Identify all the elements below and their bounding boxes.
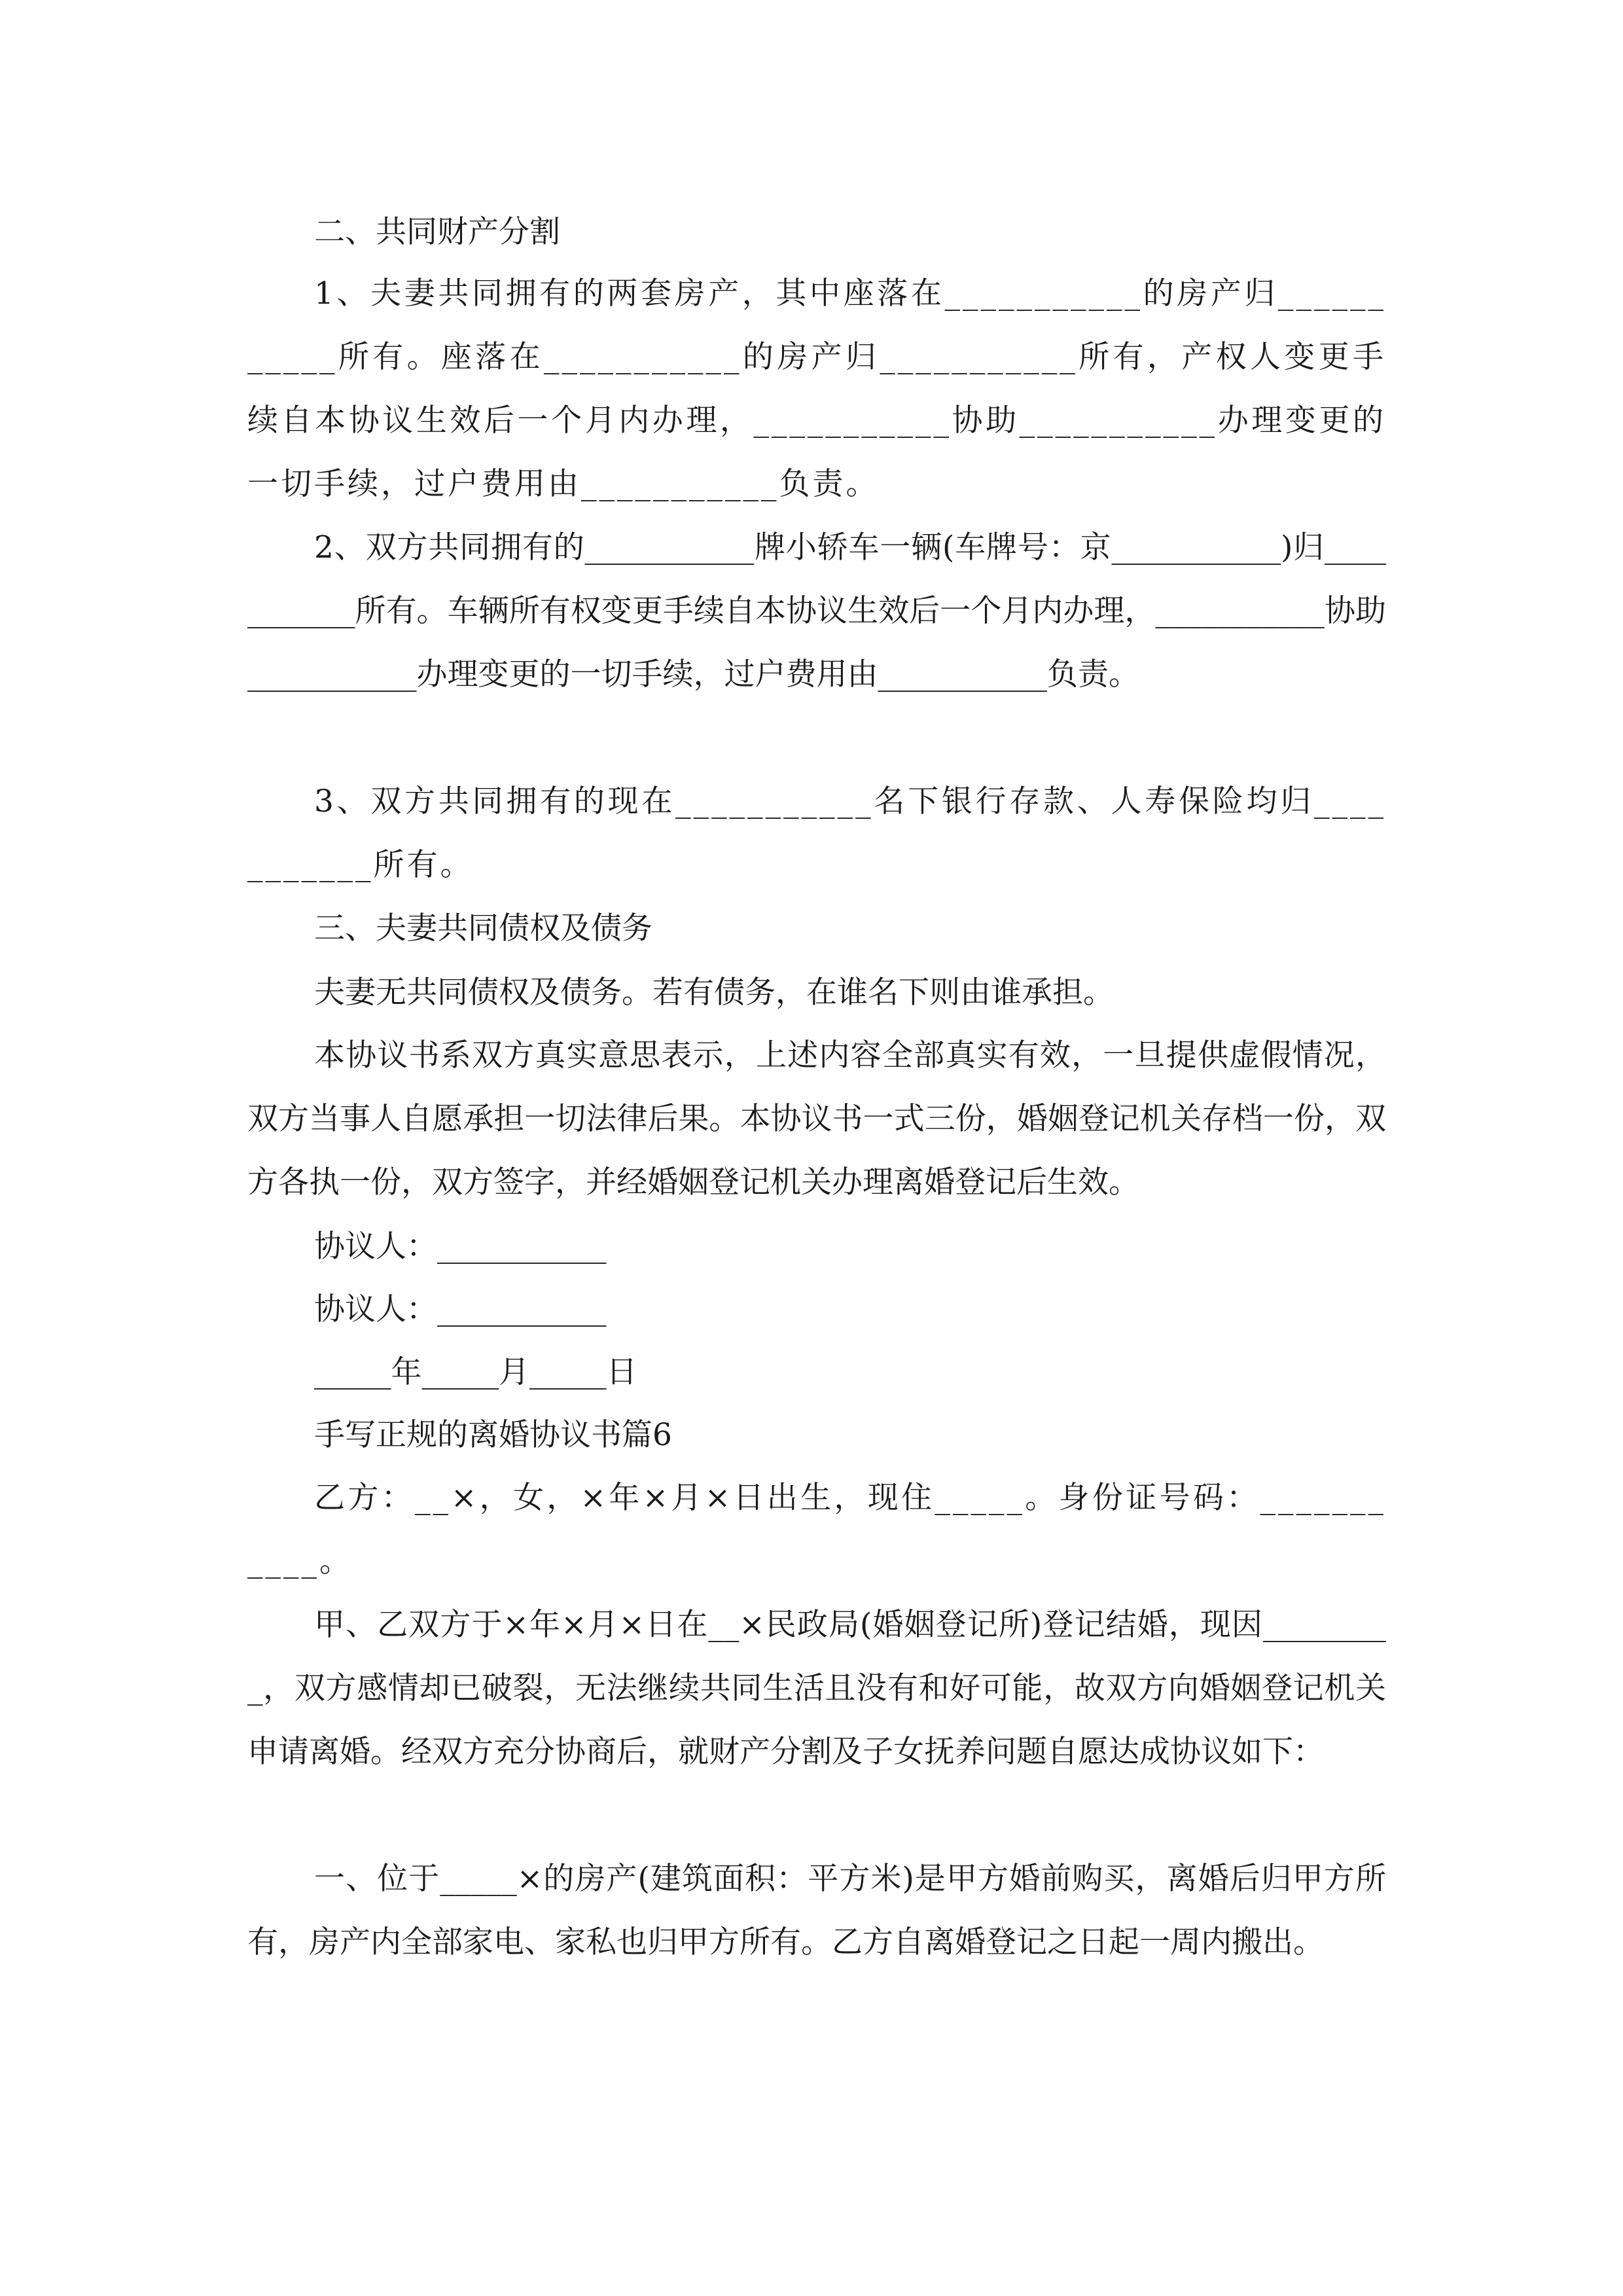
item-2-2: 2、双方共同拥有的___________牌小轿车一辆(车牌号：京___________)归___________所有。车辆所有权变更手续自本协议生效后一个月内办理，___________协助___________办理变更的一切手续，过户费用由___________负责。 (247, 529, 1386, 692)
party-b-line: 乙方：__×，女，×年×月×日出生，现住_____。身份证号码：___________。 (247, 1480, 1386, 1579)
section-3-body: 夫妻无共同债权及债务。若有债务，在谁名下则由谁承担。 (314, 975, 1114, 1011)
article-title: 手写正规的离婚协议书篇6 (314, 1417, 672, 1453)
property-clause: 一、位于_____×的房产(建筑面积：平方米)是甲方婚前购买，离婚后归甲方所有，房产内全部家电、家私也归甲方所有。乙方自离婚登记之日起一周内搬出。 (247, 1861, 1386, 1960)
signer-2: 协议人：___________ (314, 1291, 607, 1327)
section-2-heading: 二、共同财产分割 (314, 214, 560, 250)
item-2-3: 3、双方共同拥有的现在___________名下银行存款、人寿保险均归___________所有。 (247, 783, 1386, 883)
marriage-paragraph: 甲、乙双方于×年×月×日在__×民政局(婚姻登记所)登记结婚，现因_________，双方感情却已破裂，无法继续共同生活且没有和好可能，故双方向婚姻登记机关申请离婚。经双方充分协商后，就财产分割及子女抚养问题自愿达成协议如下： (247, 1607, 1386, 1770)
closing-statement: 本协议书系双方真实意思表示，上述内容全部真实有效，一旦提供虚假情况，双方当事人自愿承担一切法律后果。本协议书一式三份，婚姻登记机关存档一份，双方各执一份，双方签字，并经婚姻登记机关办理离婚登记后生效。 (247, 1037, 1386, 1200)
item-2-1: 1、夫妻共同拥有的两套房产，其中座落在___________的房产归___________所有。座落在___________的房产归___________所有，产权人变更手续自本协议生效后一个月内办理，___________协助___________办理变更的一切手续，过户费用由___________负责。 (247, 276, 1386, 502)
date-line: _____年_____月_____日 (314, 1354, 637, 1390)
section-3-heading: 三、夫妻共同债权及债务 (314, 910, 652, 946)
signer-1: 协议人：___________ (314, 1229, 607, 1265)
